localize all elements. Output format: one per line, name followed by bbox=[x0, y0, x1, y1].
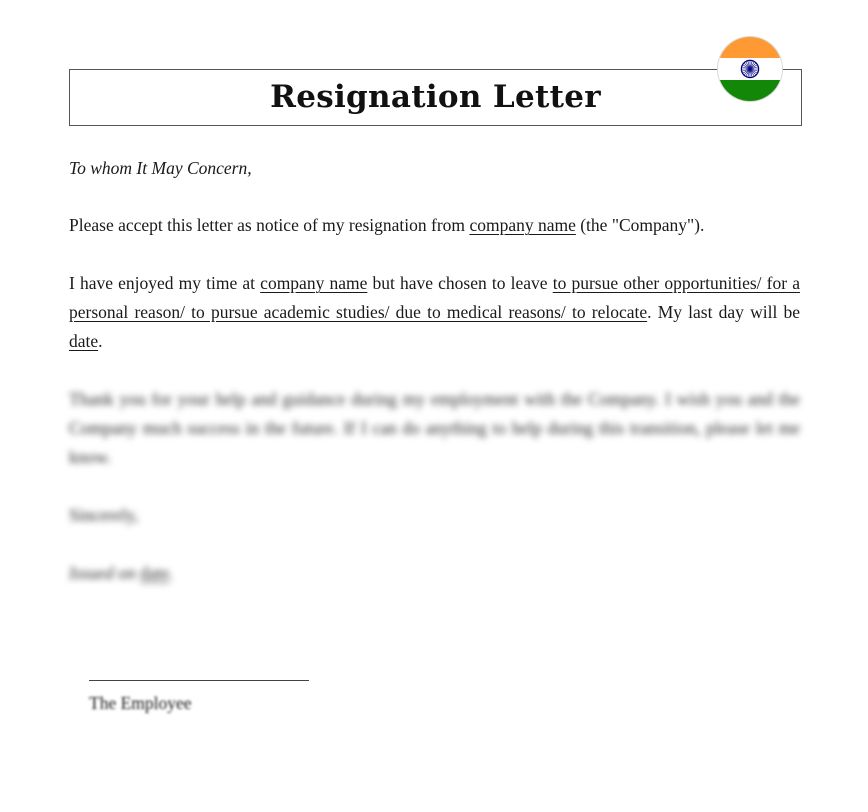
resignation-notice-paragraph bbox=[69, 211, 800, 240]
company-name-placeholder: company name bbox=[469, 215, 576, 235]
title-box bbox=[69, 69, 802, 126]
issued-on-end: . bbox=[169, 563, 174, 583]
paragraph-text: . My last day will be bbox=[647, 302, 801, 322]
reasons-placeholder: to pursue other opportunities/ for a personal reason/ to pursue academic studies/ due to medical reasons/ to relocate bbox=[69, 273, 800, 322]
issued-date-placeholder: date bbox=[139, 563, 170, 583]
thank-you-paragraph: Thank you for your help and guidance during my employment with the Company. I wish you and the Company much success in the future. If I can do anything to help during this transition, please let me know. bbox=[69, 389, 800, 467]
paragraph-text: . bbox=[98, 331, 103, 351]
issued-on-line bbox=[69, 559, 800, 588]
letter-closing: Sincerely, bbox=[69, 505, 139, 525]
issued-on-text: Issued on bbox=[69, 563, 140, 583]
last-day-date-placeholder: date bbox=[69, 331, 99, 351]
document-title: Resignation Letter bbox=[270, 79, 601, 115]
india-flag-icon bbox=[718, 37, 782, 101]
paragraph-text: Please accept this letter as notice of my resignation from bbox=[69, 215, 470, 235]
paragraph-text: (the "Company"). bbox=[575, 215, 705, 235]
flag-saffron-band bbox=[718, 37, 782, 58]
paragraph-text: but have chosen to leave bbox=[367, 273, 553, 293]
letter-greeting: To whom It May Concern, bbox=[69, 158, 252, 178]
ashoka-chakra-icon bbox=[740, 59, 760, 79]
reason-paragraph bbox=[69, 269, 800, 356]
signature-label: The Employee bbox=[89, 693, 192, 713]
paragraph-text: I have enjoyed my time at bbox=[69, 273, 261, 293]
signature-line bbox=[89, 680, 309, 681]
company-name-placeholder: company name bbox=[260, 273, 368, 293]
